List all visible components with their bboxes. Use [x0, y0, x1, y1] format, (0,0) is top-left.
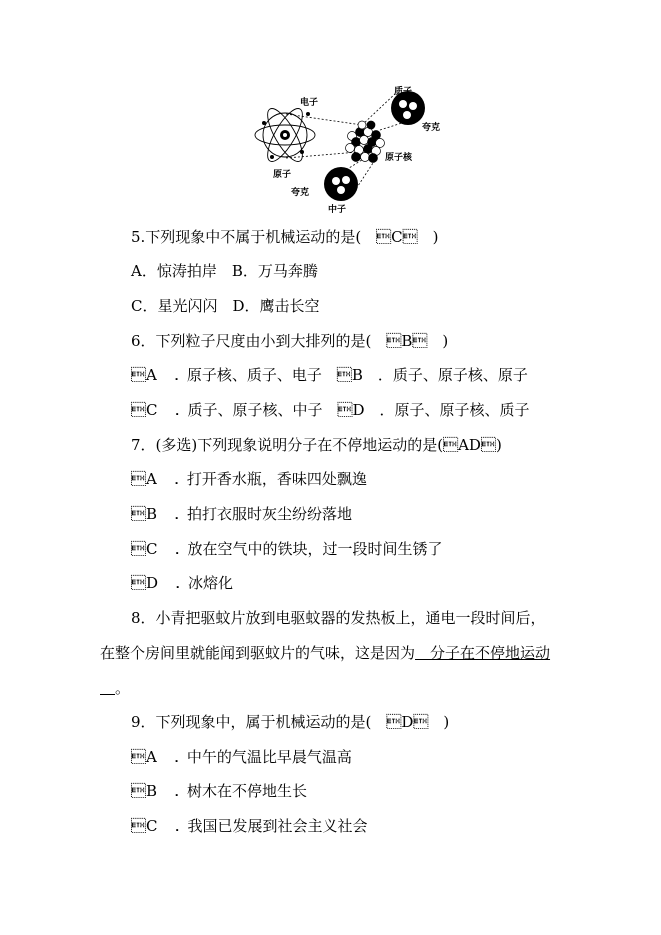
q8-period: 。	[115, 679, 131, 697]
q5-stem: 5.下列现象中不属于机械运动的是( C )	[131, 228, 439, 246]
atom-structure-figure	[240, 80, 460, 220]
label-quark-bottom: 夸克	[291, 188, 310, 198]
q5-options-row1: A．惊涛拍岸 B．万马奔腾	[131, 262, 318, 280]
label-proton: 质子	[394, 87, 413, 97]
q7-option-b: B ．拍打衣服时灰尘纷纷落地	[131, 505, 353, 523]
nucleus-shape	[346, 121, 385, 163]
q7-option-c: C ．放在空气中的铁块，过一段时间生锈了	[131, 540, 443, 558]
label-atom: 原子	[273, 170, 292, 180]
label-nucleus: 原子核	[385, 153, 413, 163]
q8-line3	[100, 677, 130, 699]
q8-line2-text: 在整个房间里就能闻到驱蚊片的气味，这是因为	[100, 644, 416, 662]
q9-stem: 9．下列现象中，属于机械运动的是( D )	[131, 713, 450, 731]
q8-line1: 8．小青把驱蚊片放到电驱蚊器的发热板上，通电一段时间后，	[131, 609, 546, 627]
q5-options-row2: C．星光闪闪 D．鹰击长空	[131, 297, 320, 315]
q6-stem: 6．下列粒子尺度由小到大排列的是( B )	[131, 332, 449, 350]
neutron-shape	[324, 167, 358, 201]
q7-option-a: A ．打开香水瓶，香味四处飘逸	[131, 470, 367, 488]
q8-line2	[100, 642, 550, 664]
q7-option-d: D ．冰熔化	[131, 574, 234, 592]
atom-diagram	[240, 80, 460, 220]
label-electron: 电子	[300, 98, 319, 108]
q9-option-a: A ．中午的气温比早晨气温高	[131, 748, 352, 766]
q8-answer: 分子在不停地运动	[415, 644, 551, 662]
q7-stem: 7．(多选)下列现象说明分子在不停地运动的是(AD)	[131, 436, 502, 454]
q6-options-row1: A ．原子核、质子、电子 B ．质子、原子核、原子	[131, 366, 528, 384]
label-quark-top: 夸克	[422, 123, 441, 133]
q6-options-row2: C ．质子、原子核、中子 D ．原子、原子核、质子	[131, 401, 530, 419]
label-neutron: 中子	[328, 205, 347, 215]
q9-option-c: C ．我国已发展到社会主义社会	[131, 817, 368, 835]
q8-answer-blank	[100, 679, 115, 697]
q9-option-b: B ．树木在不停地生长	[131, 782, 308, 800]
